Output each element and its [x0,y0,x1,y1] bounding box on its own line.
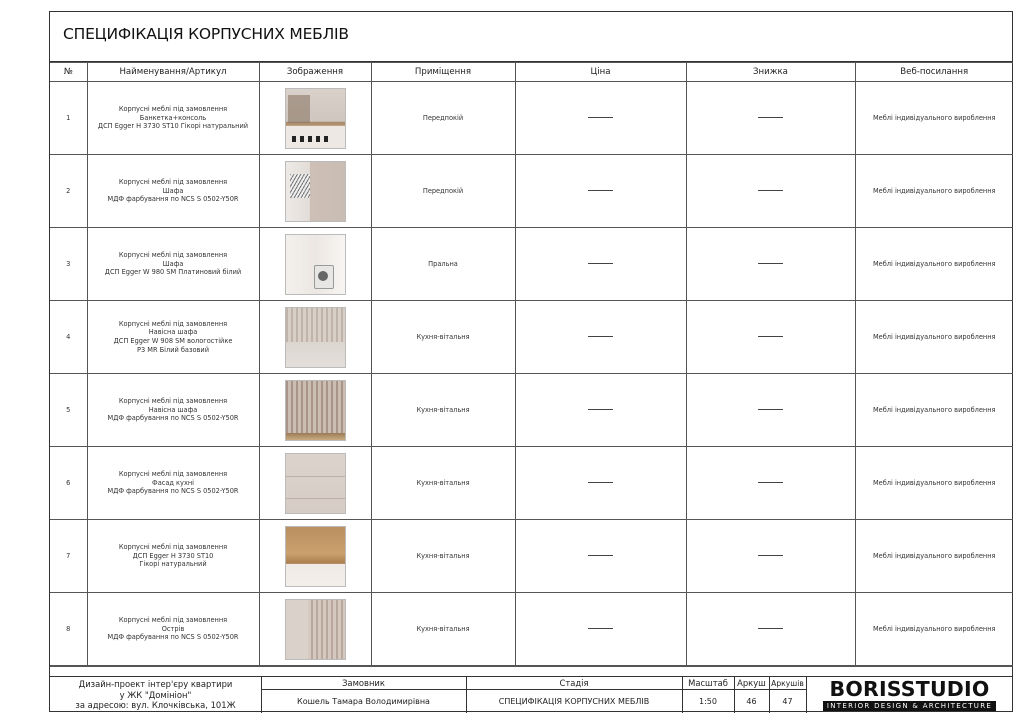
item-image-cell [259,155,371,228]
item-name-line: Банкетка+консоль [139,113,207,122]
sheet-label: Аркуш [737,678,766,688]
item-web-link: Меблі індивідуального вироблення [855,228,1013,301]
item-name-line: Шафа [162,259,184,268]
item-room: Передпокій [371,155,515,228]
item-image-cell [259,82,371,155]
item-name-line: МДФ фарбування по NCS S 0502-Y50R [107,414,239,423]
studio-logo [806,677,1013,713]
discount-dash [758,117,783,118]
item-room: Кухня-вітальня [371,301,515,374]
item-room: Кухня-вітальня [371,374,515,447]
item-name [87,593,259,666]
item-web-link: Меблі індивідуального вироблення [855,593,1013,666]
item-image-cell [259,593,371,666]
item-image-cell [259,301,371,374]
title-block [50,676,1012,713]
item-web-link: Меблі індивідуального вироблення [855,82,1013,155]
item-name-line: Навісна шафа [148,405,198,414]
furniture-photo-fluted-wall-cabinet [285,380,346,441]
price-dash [588,336,613,337]
item-discount [686,301,855,374]
item-name-line: Корпусні меблі під замовлення [118,397,228,406]
furniture-photo-wall-cabinet-slats [285,307,346,368]
discount-dash [758,555,783,556]
item-discount [686,228,855,301]
item-price [515,228,686,301]
item-price [515,447,686,520]
item-name-line: МДФ фарбування по NCS S 0502-Y50R [107,487,239,496]
project-description [50,677,261,713]
item-name-line: Гікорі натуральний [139,560,207,569]
item-price [515,155,686,228]
scale-label: Масштаб [688,678,728,688]
header-name: Найменування/Артикул [87,63,259,82]
furniture-photo-hallway-wardrobe [285,161,346,222]
table-header-row [50,63,1013,82]
item-name-line: МДФ фарбування по NCS S 0502-Y50R [107,633,239,642]
item-room: Кухня-вітальня [371,593,515,666]
item-name [87,301,259,374]
page-title: СПЕЦИФІКАЦІЯ КОРПУСНИХ МЕБЛІВ [63,25,349,43]
item-name [87,374,259,447]
item-name-line: МДФ фарбування по NCS S 0502-Y50R [107,195,239,204]
furniture-photo-kitchen-island [285,599,346,660]
header-image: Зображення [259,63,371,82]
item-discount [686,520,855,593]
discount-dash [758,336,783,337]
item-name-line: Корпусні меблі під замовлення [118,543,228,552]
table-row [50,301,1013,374]
logo-tagline: INTERIOR DESIGN & ARCHITECTURE [823,701,996,711]
item-name-line: ДСП Egger H 3730 ST10 [132,551,214,560]
price-dash [588,263,613,264]
project-line: за адресою: вул. Клочківська, 101Ж [75,700,236,711]
item-discount [686,374,855,447]
item-web-link: Меблі індивідуального вироблення [855,374,1013,447]
item-name-line: Корпусні меблі під замовлення [118,251,228,260]
furniture-photo-hickory-worktop [285,526,346,587]
item-name-line: ДСП Egger W 980 SM Платиновий білий [104,268,242,277]
discount-dash [758,482,783,483]
item-price [515,593,686,666]
item-name-line: Корпусні меблі під замовлення [118,319,228,328]
item-name-line: ДСП Egger H 3730 ST10 Гікорі натуральний [97,122,249,131]
price-dash [588,190,613,191]
item-image-cell [259,374,371,447]
logo-wordmark: BORISSTUDIO [829,677,990,701]
item-name [87,155,259,228]
price-dash [588,555,613,556]
stage-label: Стадія [559,678,589,688]
table-body [50,82,1013,666]
scale-value: 1:50 [699,696,717,706]
client-label: Замовник [342,678,385,688]
item-web-link: Меблі індивідуального вироблення [855,447,1013,520]
header-web-link: Веб-посилання [855,63,1013,82]
item-name [87,520,259,593]
discount-dash [758,190,783,191]
item-name-line: Шафа [162,186,184,195]
header-price: Ціна [515,63,686,82]
table-row [50,593,1013,666]
table-row [50,447,1013,520]
item-room: Пральна [371,228,515,301]
item-name-line: Корпусні меблі під замовлення [118,178,228,187]
item-name-line: Острів [161,624,185,633]
table-row [50,82,1013,155]
table-row [50,520,1013,593]
item-name-line: Корпусні меблі під замовлення [118,105,228,114]
item-price [515,301,686,374]
header-room: Приміщення [371,63,515,82]
table-row [50,155,1013,228]
furniture-photo-kitchen-facade [285,453,346,514]
sheets-total-value: 47 [782,696,793,706]
item-name-line: ДСП Egger W 908 SM вологостійке [113,337,233,345]
row-number: 2 [50,155,87,228]
row-number: 7 [50,520,87,593]
header-discount: Знижка [686,63,855,82]
item-web-link: Меблі індивідуального вироблення [855,520,1013,593]
client-value: Кошель Тамара Володимирівна [297,696,430,706]
table-row [50,228,1013,301]
item-name-line: Фасад кухні [152,478,194,487]
stage-value: СПЕЦИФІКАЦІЯ КОРПУСНИХ МЕБЛІВ [498,696,650,706]
header-number: № [50,63,87,82]
price-dash [588,117,613,118]
item-name-line: P3 MR Білий базовий [137,345,209,354]
row-number: 8 [50,593,87,666]
item-discount [686,593,855,666]
price-dash [588,409,613,410]
row-number: 4 [50,301,87,374]
price-dash [588,628,613,629]
sheet-value: 46 [746,696,757,706]
item-price [515,520,686,593]
row-number: 5 [50,374,87,447]
item-price [515,82,686,155]
furniture-photo-laundry-cabinet [285,234,346,295]
item-room: Кухня-вітальня [371,447,515,520]
item-name [87,447,259,520]
item-discount [686,447,855,520]
item-image-cell [259,228,371,301]
furniture-photo-lounge-bench-console [285,88,346,149]
item-web-link: Меблі індивідуального вироблення [855,301,1013,374]
item-name-line: Корпусні меблі під замовлення [118,616,228,625]
item-room: Кухня-вітальня [371,520,515,593]
item-web-link: Меблі індивідуального вироблення [855,155,1013,228]
item-discount [686,82,855,155]
item-name [87,228,259,301]
row-number: 3 [50,228,87,301]
item-image-cell [259,447,371,520]
sheets-total-label: Аркушів [771,678,804,688]
project-line: у ЖК "Домініон" [119,689,192,700]
row-number: 1 [50,82,87,155]
table-row [50,374,1013,447]
discount-dash [758,409,783,410]
item-room: Передпокій [371,82,515,155]
project-line: Дизайн-проект інтер'єру квартири [78,679,233,690]
item-name-line: Навісна шафа [148,328,198,337]
specification-sheet [49,11,1013,712]
item-discount [686,155,855,228]
discount-dash [758,628,783,629]
item-price [515,374,686,447]
discount-dash [758,263,783,264]
furniture-spec-table [50,62,1013,666]
item-image-cell [259,520,371,593]
row-number: 6 [50,447,87,520]
item-name [87,82,259,155]
price-dash [588,482,613,483]
item-name-line: Корпусні меблі під замовлення [118,470,228,479]
